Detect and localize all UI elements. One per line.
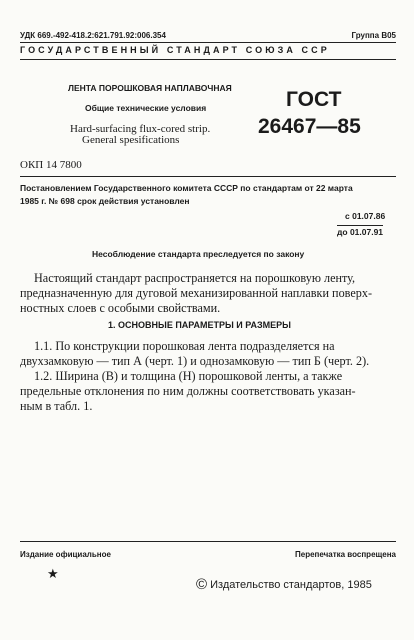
para-1-2-line1: 1.2. Ширина (B) и толщина (H) порошковой ленты, а также [34, 369, 343, 383]
para-1-2-line3: ным в табл. 1. [20, 399, 93, 413]
star-icon: ★ [47, 566, 59, 581]
okp-rule [20, 176, 396, 177]
intro-line1: Настоящий стандарт распространяется на порошковую ленту, [34, 271, 356, 285]
group-code: Группа В05 [351, 31, 396, 40]
header-rule-bottom [20, 59, 396, 60]
publisher-text: Издательство стандартов, 1985 [210, 579, 372, 591]
document-title: ЛЕНТА ПОРОШКОВАЯ НАПЛАВОЧНАЯ [68, 83, 232, 93]
para-1-1-line1: 1.1. По конструкции порошковая лента подразделяется на [34, 339, 335, 353]
okp-code: ОКП 14 7800 [20, 159, 82, 171]
intro-paragraph [20, 271, 400, 316]
header-rule-top [20, 42, 396, 43]
udk-code: УДК 669.-492-418.2:621.791.92:006.354 [20, 31, 166, 40]
para-1-2-line2: предельные отклонения по ним должны соответствовать указан- [20, 384, 356, 398]
gost-number: 26467—85 [258, 115, 361, 138]
section-paragraphs [20, 339, 400, 414]
official-edition: Издание официальное [20, 550, 111, 559]
decree-line2: 1985 г. № 698 срок действия установлен [20, 196, 190, 206]
footer-rule [20, 541, 396, 542]
validity-to: до 01.07.91 [337, 227, 384, 237]
english-title [70, 124, 210, 146]
validity-from: с 01.07.86 [345, 211, 386, 221]
reprint-prohibited: Перепечатка воспрещена [295, 550, 396, 559]
state-standard-banner: ГОСУДАРСТВЕННЫЙ СТАНДАРТ СОЮЗА ССР [20, 45, 330, 55]
gost-label: ГОСТ [286, 88, 342, 111]
intro-line2: предназначенную для дуговой механизированной наплавки поверх- [20, 286, 373, 300]
law-warning: Несоблюдение стандарта преследуется по закону [92, 249, 305, 259]
intro-line3: ностных слоев с особыми свойствами. [20, 301, 221, 315]
document-subtitle: Общие технические условия [85, 103, 207, 113]
english-title-line2: General spesifications [82, 134, 180, 146]
para-1-1-line2: двухзамковую — тип А (черт. 1) и однозамковую — тип Б (черт. 2). [20, 354, 370, 368]
copyright-line [196, 576, 372, 593]
english-title-line1: Hard-surfacing flux-cored strip. [70, 123, 211, 135]
decree-line1: Постановлением Государственного комитета СССР по стандартам от 22 марта [20, 183, 353, 193]
section-heading: 1. ОСНОВНЫЕ ПАРАМЕТРЫ И РАЗМЕРЫ [108, 320, 291, 330]
copyright-icon: © [196, 576, 208, 593]
